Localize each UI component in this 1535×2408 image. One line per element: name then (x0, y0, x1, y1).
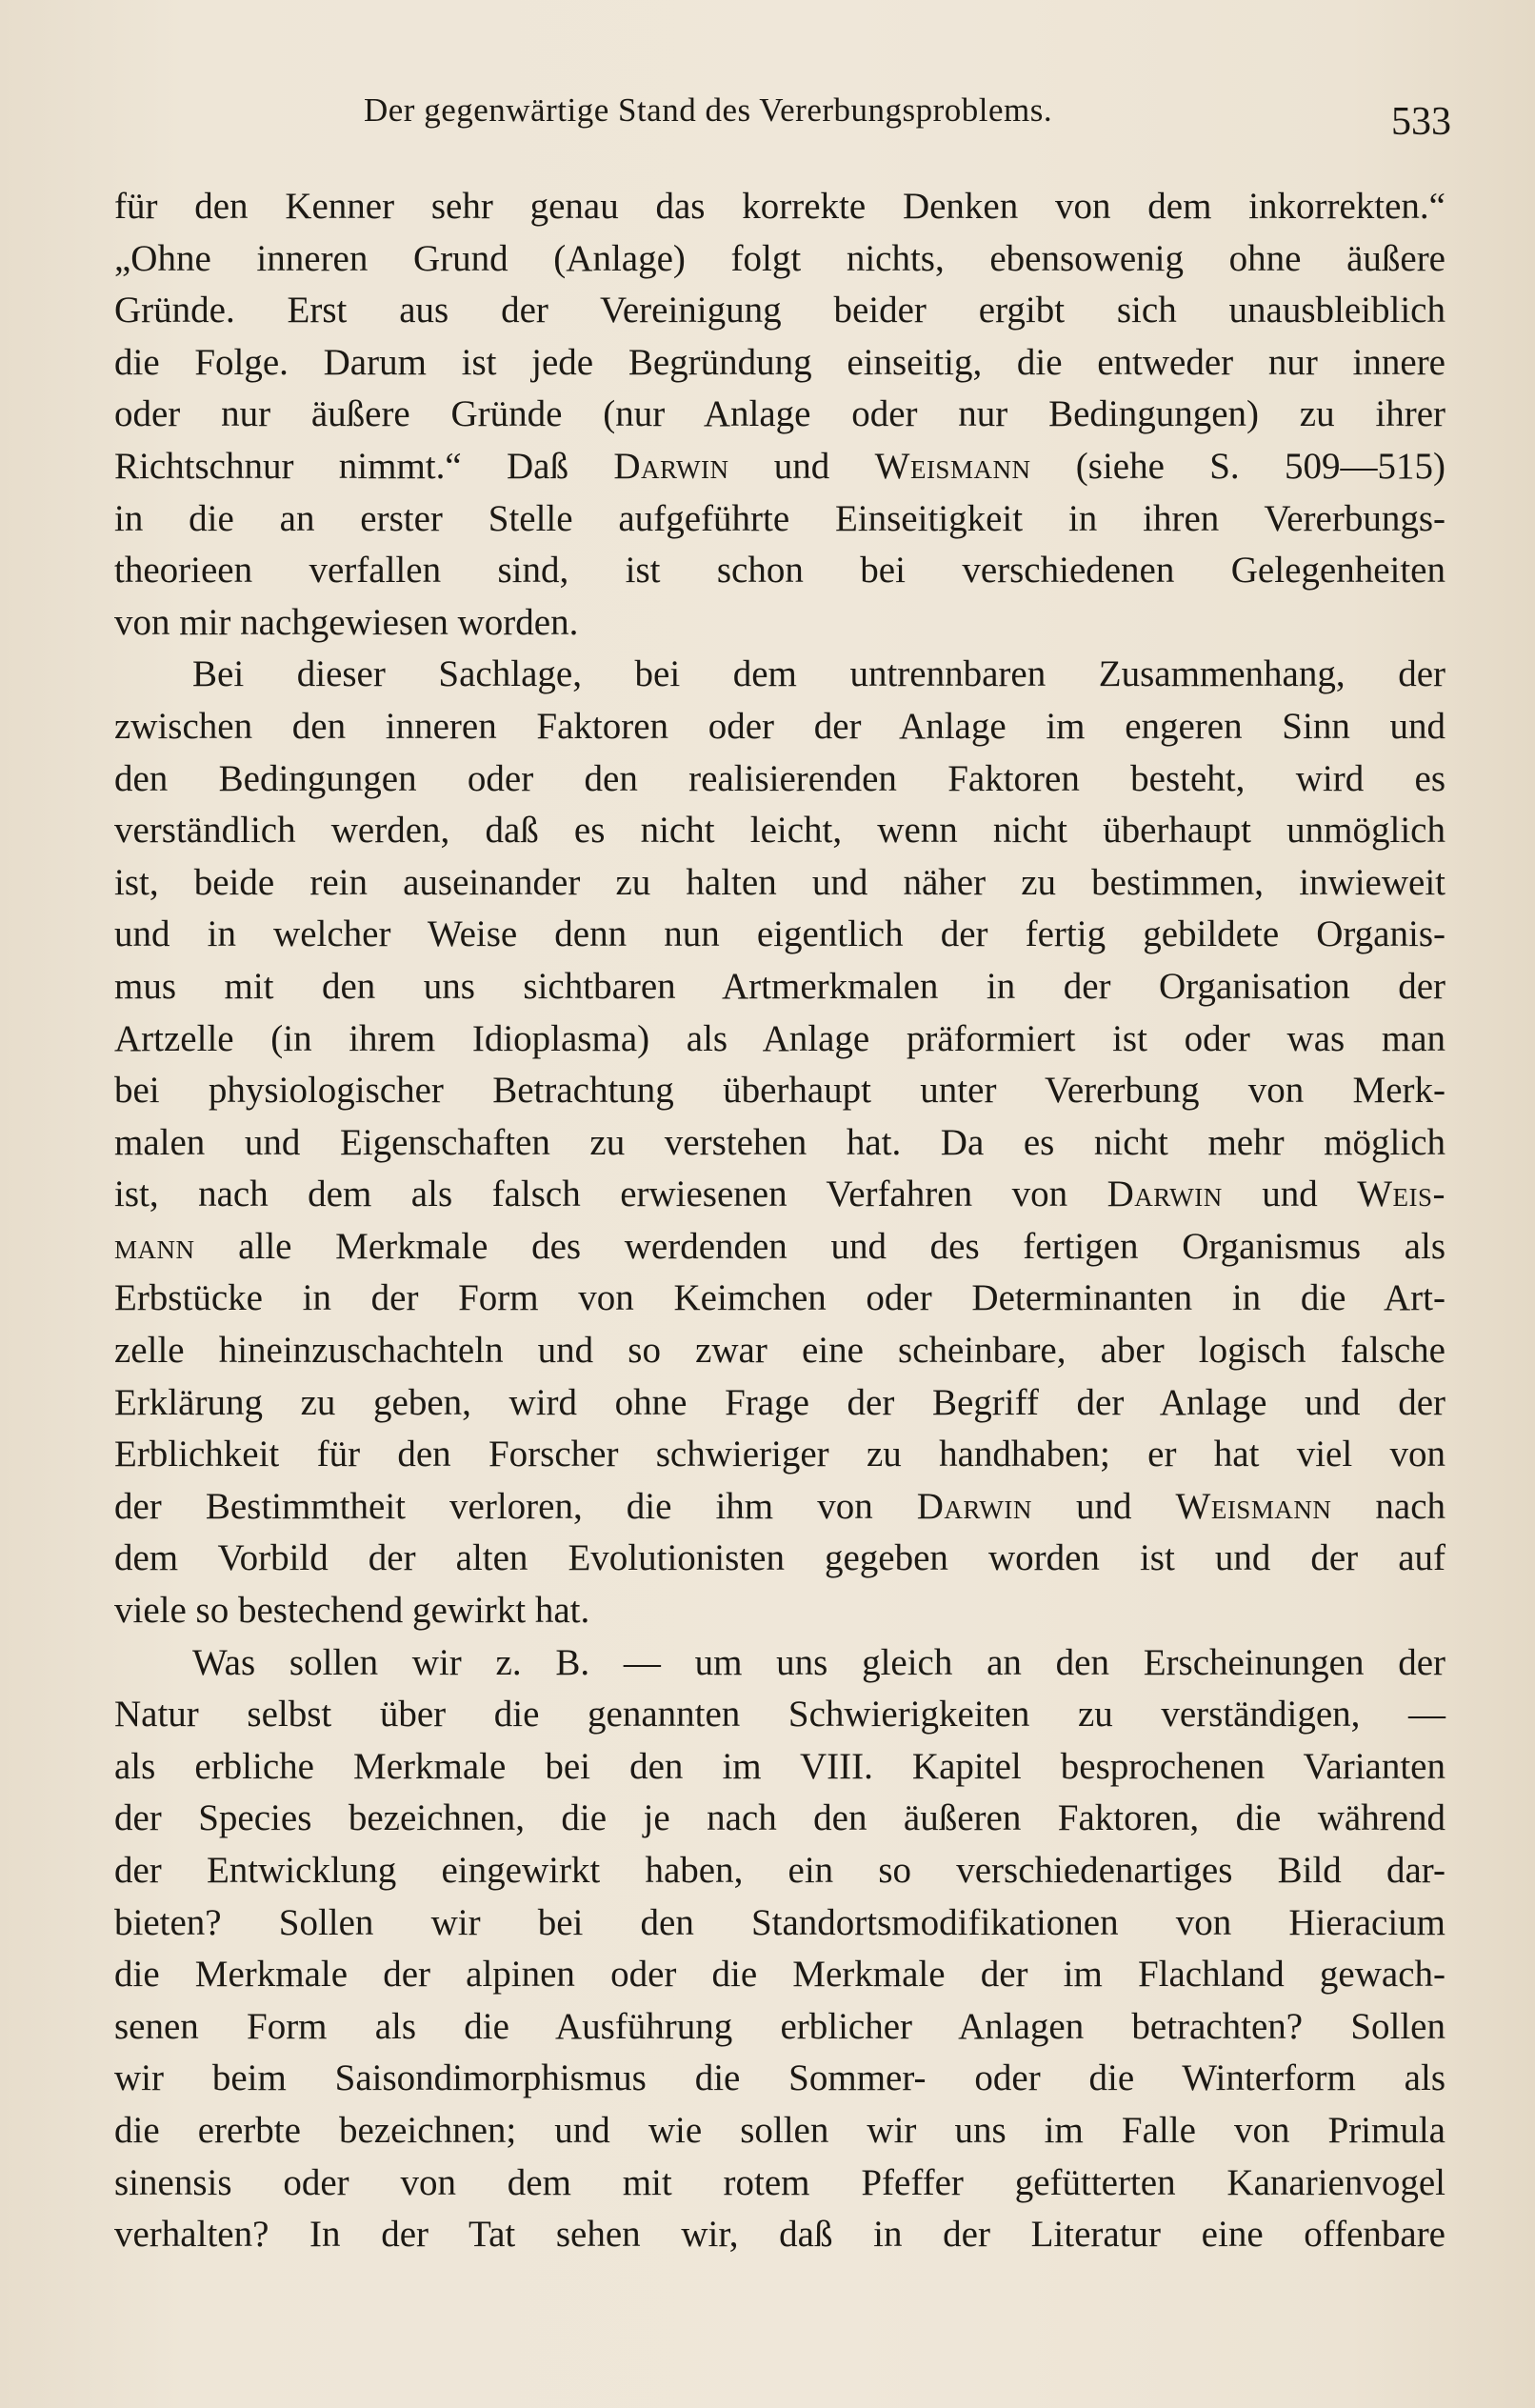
text-line: viele so bestechend gewirkt hat. (114, 1590, 590, 1632)
text-line: die Merkmale der alpinen oder die Merkmale der im Flachland gewach- (114, 1954, 1445, 1996)
author-name-darwin: Darwin (1106, 1174, 1223, 1215)
text-run: nach (1331, 1485, 1446, 1527)
body-text (114, 181, 1445, 2261)
text-line: Gründe. Erst aus der Vereinigung beider ergibt sich unausbleiblich (114, 290, 1445, 331)
author-name-darwin: Darwin (613, 445, 729, 487)
text-line: die ererbte bezeichnen; und wie sollen wir uns im Falle von Primula (114, 2109, 1445, 2151)
text-line: ist, beide rein auseinander zu halten und näher zu bestimmen, inwieweit (114, 861, 1445, 903)
page-number: 533 (1391, 100, 1451, 144)
text-line: sinensis oder von dem mit rotem Pfeffer gefütterten Kanarienvogel (114, 2161, 1445, 2203)
text-line: Bei dieser Sachlage, bei dem untrennbaren Zusammenhang, der (192, 653, 1445, 695)
text-line: bei physiologischer Betrachtung überhaupt unter Vererbung von Merk- (114, 1070, 1445, 1112)
text-line: zelle hineinzuschachteln und so zwar eine scheinbare, aber logisch falsche (114, 1330, 1445, 1372)
text-run: ist, nach dem als falsch erwiesenen Verfahren von (114, 1174, 1107, 1215)
text-line (114, 441, 1445, 493)
text-line: von mir nachgewiesen worden. (114, 601, 579, 643)
text-line: Erblichkeit für den Forscher schwieriger zu handhaben; er hat viel von (114, 1434, 1445, 1475)
text-line: Artzelle (in ihrem Idioplasma) als Anlage präformiert ist oder was man (114, 1017, 1445, 1059)
text-line: der Entwicklung eingewirkt haben, ein so verschiedenartiges Bild dar- (114, 1850, 1445, 1891)
text-line: theorieen verfallen sind, ist schon bei verschiedenen Gelegenheiten (114, 550, 1445, 592)
text-run: und (728, 445, 875, 487)
running-title: Der gegenwärtige Stand des Vererbungsproblems. (364, 91, 1053, 129)
text-run: alle Merkmale des werdenden und des fertigen Organismus als (194, 1225, 1445, 1267)
text-line (114, 1221, 1445, 1274)
text-run: und (1031, 1485, 1176, 1527)
text-run: der Bestimmtheit verloren, die ihm von (114, 1485, 917, 1527)
text-line: wir beim Saisondimorphismus die Sommer- oder die Winterform als (114, 2057, 1445, 2099)
author-name-weismann: Weis- (1357, 1174, 1446, 1215)
text-line: Was sollen wir z. B. — um uns gleich an den Erscheinungen der (192, 1641, 1445, 1683)
text-line: Erbstücke in der Form von Keimchen oder Determinanten in die Art- (114, 1277, 1445, 1319)
text-line: dem Vorbild der alten Evolutionisten gegeben worden ist und der auf (114, 1537, 1445, 1579)
author-name-weismann: Weismann (1175, 1485, 1332, 1527)
text-line: „Ohne inneren Grund (Anlage) folgt nichts, ebensowenig ohne äußere (114, 237, 1445, 279)
text-line: bieten? Sollen wir bei den Standortsmodifikationen von Hieracium (114, 1901, 1445, 1943)
author-name-darwin: Darwin (916, 1485, 1032, 1527)
text-line: zwischen den inneren Faktoren oder der Anlage im engeren Sinn und (114, 705, 1445, 747)
text-line: Erklärung zu geben, wird ohne Frage der Begriff der Anlage und der (114, 1381, 1445, 1423)
text-line: der Species bezeichnen, die je nach den äußeren Faktoren, die während (114, 1797, 1445, 1839)
text-line: und in welcher Weise denn nun eigentlich der fertig gebildete Organis- (114, 913, 1445, 955)
text-line: mus mit den uns sichtbaren Artmerkmalen in der Organisation der (114, 965, 1445, 1007)
text-run: (siehe S. 509—515) (1030, 445, 1445, 487)
author-name-weismann: mann (114, 1225, 195, 1267)
text-line: Natur selbst über die genannten Schwierigkeiten zu verständigen, — (114, 1694, 1445, 1736)
page-header (114, 88, 1451, 145)
text-line: den Bedingungen oder den realisierenden Faktoren besteht, wird es (114, 757, 1445, 799)
text-line: oder nur äußere Gründe (nur Anlage oder nur Bedingungen) zu ihrer (114, 393, 1445, 435)
text-run: Richtschnur nimmt.“ Daß (114, 445, 614, 487)
text-line (114, 1481, 1445, 1534)
text-line: senen Form als die Ausführung erblicher Anlagen betrachten? Sollen (114, 2005, 1445, 2047)
text-line: verhalten? In der Tat sehen wir, daß in der Literatur eine offenbare (114, 2214, 1445, 2256)
author-name-weismann: Weismann (874, 445, 1031, 487)
text-line: als erbliche Merkmale bei den im VIII. Kapitel besprochenen Varianten (114, 1745, 1445, 1787)
text-line: verständlich werden, daß es nicht leicht, wenn nicht überhaupt unmöglich (114, 810, 1445, 852)
text-run: und (1222, 1174, 1358, 1215)
text-line: die Folge. Darum ist jede Begründung einseitig, die entweder nur innere (114, 341, 1445, 383)
text-line: in die an erster Stelle aufgeführte Einseitigkeit in ihren Vererbungs- (114, 497, 1445, 539)
text-line: malen und Eigenschaften zu verstehen hat. Da es nicht mehr möglich (114, 1121, 1445, 1163)
text-line (114, 1169, 1445, 1221)
text-line: für den Kenner sehr genau das korrekte Denken von dem inkorrekten.“ (114, 186, 1445, 227)
